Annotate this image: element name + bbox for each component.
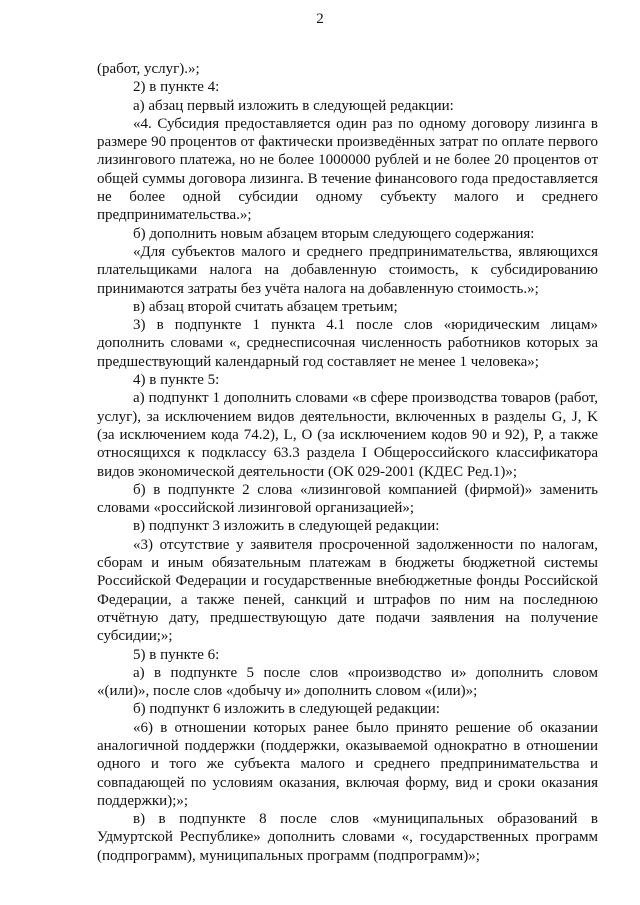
paragraph-item-5a: а) в подпункте 5 после слов «производство и» дополнить словом «(или)», после слов «добычу и» дополнить словом «(или)»; xyxy=(97,664,598,700)
paragraph-quote-6: «6) в отношении которых ранее было принято решение об оказании аналогичной поддержки (поддержки, оказываемой однократно в отношении одного и того же субъекта малого и среднего предпринимательства и совпадающей по условиям оказания, включая форму, вид и сроки оказания поддержки);»; xyxy=(97,719,598,809)
paragraph-item-2: 2) в пункте 4: xyxy=(133,79,220,96)
paragraph-item-5b: б) подпункт 6 изложить в следующей редакции: xyxy=(133,701,440,718)
paragraph-quote-4: «4. Субсидия предоставляется один раз по одному договору лизинга в размере 90 процентов от фактически произведённых затрат по оплате первого лизингового платежа, но не более 1000000 рублей и не более 20 процентов от общей суммы договора лизинга. В течение финансового года предоставляется не более одной субсидии одному субъекту малого и среднего предпринимательства.»; xyxy=(97,115,598,224)
paragraph-item-4a: а) подпункт 1 дополнить словами «в сфере производства товаров (работ, услуг), за исключением видов деятельности, включенных в разделы G, J, K (за исключением кода 74.2), L, O (за исключением кодов 90 и 92), P, а также относящихся к подклассу 63.3 раздела I Общероссийского классификатора видов экономической деятельности (ОК 029-2001 (КДЕС Ред.1)»; xyxy=(97,390,598,480)
paragraph-item-2b: б) дополнить новым абзацем вторым следующего содержания: xyxy=(133,225,535,242)
paragraph-item-3: 3) в подпункте 1 пункта 4.1 после слов «юридическим лицам» дополнить словами «, среднесписочная численность работников которых за предшествующий календарный год составляет не менее 1 человека»; xyxy=(97,317,598,370)
paragraph-item-2v: в) абзац второй считать абзацем третьим; xyxy=(133,298,398,315)
paragraph-item-5: 5) в пункте 6: xyxy=(133,646,220,663)
paragraph-item-2a: а) абзац первый изложить в следующей редакции: xyxy=(133,97,454,114)
page-number: 2 xyxy=(316,11,324,27)
paragraph-item-4b: б) в подпункте 2 слова «лизинговой компанией (фирмой)» заменить словами «российской лизинговой организацией»; xyxy=(97,481,598,517)
paragraph-item-5v: в) в подпункте 8 после слов «муниципальных образований в Удмуртской Республике» дополнить словами «, государственных программ (подпрограмм), муниципальных программ (подпрограмм)»; xyxy=(97,811,598,864)
paragraph-item-4v: в) подпункт 3 изложить в следующей редакции: xyxy=(133,518,440,535)
paragraph-item-4: 4) в пункте 5: xyxy=(133,372,220,389)
paragraph-quote-vat: «Для субъектов малого и среднего предпринимательства, являющихся плательщиками налога на добавленную стоимость, к субсидированию принимаются затраты без учёта налога на добавленную стоимость.»; xyxy=(97,243,598,297)
paragraph-continuation: (работ, услуг).»; xyxy=(97,61,200,77)
paragraph-quote-3: «3) отсутствие у заявителя просроченной задолженности по налогам, сборам и иным обязательным платежам в бюджеты бюджетной системы Российской Федерации и государственные внебюджетные фонды Российской Федерации, а также пеней, санкций и штрафов по ним на последнюю отчётную дату, предшествующую дате подачи заявления на получение субсидии;»; xyxy=(97,536,598,645)
document-body xyxy=(97,60,598,865)
